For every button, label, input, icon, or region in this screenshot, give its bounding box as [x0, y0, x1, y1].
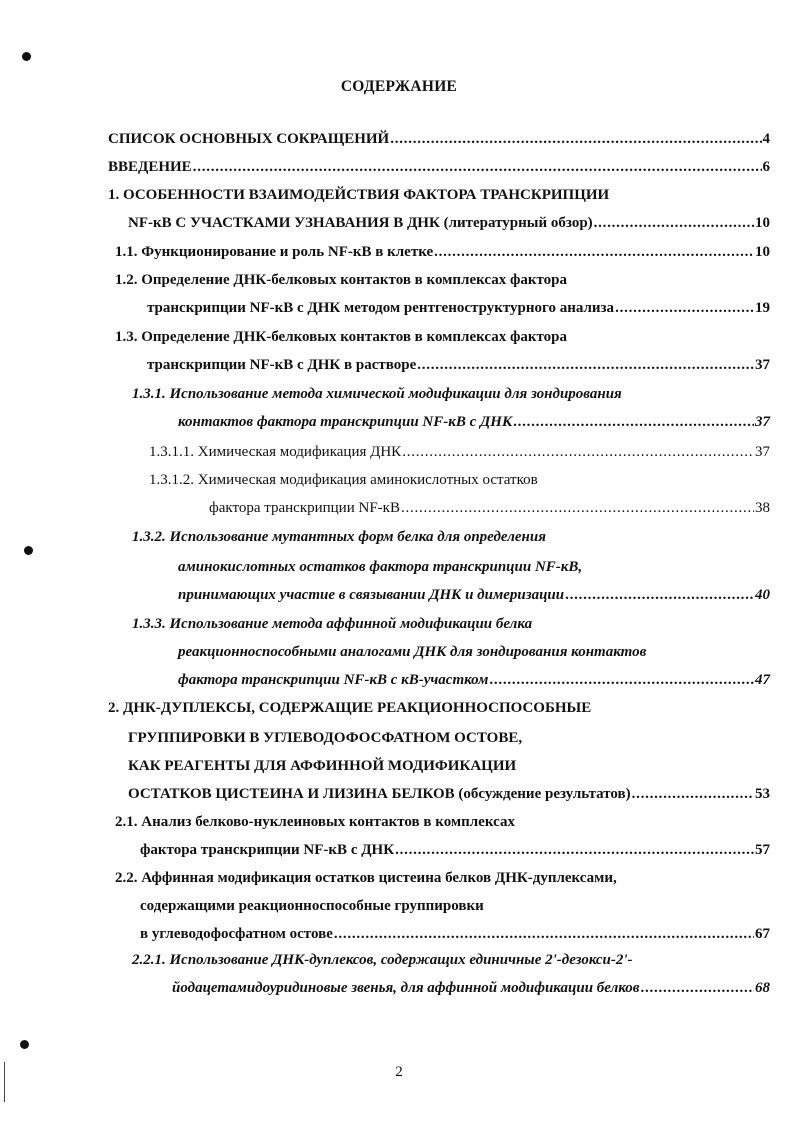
toc-entry — [108, 159, 770, 183]
dot-leader — [402, 444, 754, 461]
toc-page-number: 37 — [755, 444, 770, 460]
toc-entry-text: 1.3.3. Использование метода аффинной модификации белка — [132, 616, 533, 632]
toc-page-number: 38 — [755, 500, 770, 516]
toc-entry-text: 1.3.1.2. Химическая модификация аминокислотных остатков — [149, 472, 538, 488]
dot-leader — [193, 159, 762, 176]
page-number: 2 — [395, 1064, 403, 1080]
toc-entry-text: 1.3. Определение ДНК-белковых контактов в комплексах фактора — [115, 329, 568, 345]
dot-leader — [395, 842, 754, 859]
dot-leader — [334, 926, 754, 943]
toc-entry — [128, 215, 770, 239]
toc-entry — [147, 300, 770, 324]
toc-entry-text: йодацетамидоуридиновые звенья, для аффинной модификации белков — [172, 980, 640, 996]
dot-leader — [417, 357, 754, 374]
toc-entry-text: 2.2. Аффинная модификация остатков цистеина белков ДНК-дуплексами, — [115, 870, 617, 886]
dot-leader — [489, 672, 754, 689]
toc-entry — [115, 870, 770, 894]
toc-entry-text: аминокислотных остатков фактора транскрипции NF-кВ, — [178, 559, 583, 575]
page-title: СОДЕРЖАНИЕ — [340, 78, 458, 95]
toc-entry-text: транскрипции NF-кВ с ДНК в растворе — [147, 357, 417, 373]
toc-page-number: 68 — [755, 980, 770, 996]
dot-leader — [594, 215, 754, 232]
toc-entry — [172, 980, 770, 1004]
toc-entry — [209, 500, 770, 524]
toc-entry — [140, 842, 770, 866]
toc-entry — [140, 898, 770, 922]
toc-entry-text: 1.2. Определение ДНК-белковых контактов в комплексах фактора — [115, 272, 568, 288]
dot-leader — [390, 131, 761, 148]
toc-page-number: 4 — [762, 131, 770, 147]
toc-entry — [178, 587, 770, 611]
toc-entry-text: в углеводофосфатном остове — [140, 926, 333, 942]
toc-entry — [128, 786, 770, 810]
toc-entry — [115, 272, 770, 296]
toc-entry — [132, 952, 770, 976]
toc-entry — [115, 329, 770, 353]
toc-entry-text: СПИСОК ОСНОВНЫХ СОКРАЩЕНИЙ — [108, 131, 390, 147]
toc-entry-text: фактора транскрипции NF-кВ с ДНК — [140, 842, 395, 858]
toc-page-number: 40 — [755, 587, 770, 603]
dot-leader — [434, 244, 754, 261]
toc-entry — [108, 187, 770, 211]
toc-entry — [178, 414, 770, 438]
toc-page-number: 10 — [755, 244, 770, 260]
scan-hole-mark — [20, 1040, 29, 1049]
toc-page-number: 19 — [755, 300, 770, 316]
toc-entry — [178, 644, 770, 668]
toc-entry — [128, 730, 770, 754]
toc-page-number: 47 — [755, 672, 770, 688]
dot-leader — [513, 414, 754, 431]
toc-entry-text: фактора транскрипции NF-кВ с кВ-участком — [178, 672, 489, 688]
toc-entry — [140, 926, 770, 950]
toc-entry — [149, 444, 770, 468]
toc-entry-text: 1.3.1.1. Химическая модификация ДНК — [149, 444, 402, 460]
toc-page-number: 6 — [762, 159, 770, 175]
scan-hole-mark — [24, 546, 33, 555]
toc-page-number: 67 — [755, 926, 770, 942]
toc-page-number: 37 — [755, 357, 770, 373]
toc-entry-text: реакционноспособными аналогами ДНК для зондирования контактов — [178, 644, 647, 660]
toc-entry-text: NF-кВ С УЧАСТКАМИ УЗНАВАНИЯ В ДНК (литературный обзор) — [128, 215, 593, 231]
toc-entry-text: 1.3.2. Использование мутантных форм белка для определения — [132, 529, 546, 545]
dot-leader — [641, 980, 754, 997]
toc-page-number: 37 — [755, 414, 770, 430]
dot-leader — [615, 300, 754, 317]
toc-entry — [128, 758, 770, 782]
toc-entry-text: контактов фактора транскрипции NF-кВ с ДНК — [178, 414, 513, 430]
toc-entry — [108, 700, 770, 724]
toc-entry — [132, 529, 770, 553]
toc-entry — [108, 131, 770, 155]
toc-entry — [178, 559, 770, 583]
toc-entry — [132, 616, 770, 640]
toc-entry-text: содержащими реакционноспособные группировки — [140, 898, 484, 914]
toc-entry — [147, 357, 770, 381]
toc-entry — [149, 472, 770, 496]
toc-entry — [115, 814, 770, 838]
toc-entry-text: 1.3.1. Использование метода химической модификации для зондирования — [132, 386, 622, 402]
toc-entry-text: 1.1. Функционирование и роль NF-кВ в клетке — [115, 244, 434, 260]
dot-leader — [401, 500, 754, 517]
scan-hole-mark — [22, 52, 31, 61]
dot-leader — [565, 587, 754, 604]
toc-entry-text: транскрипции NF-кВ с ДНК методом рентгеноструктурного анализа — [147, 300, 615, 316]
toc-page-number: 57 — [755, 842, 770, 858]
toc-page-number: 10 — [755, 215, 770, 231]
toc-entry — [115, 244, 770, 268]
toc-entry-text: ВВЕДЕНИЕ — [108, 159, 192, 175]
toc-entry-text: ОСТАТКОВ ЦИСТЕИНА И ЛИЗИНА БЕЛКОВ (обсуждение результатов) — [128, 786, 631, 802]
toc-entry-text: принимающих участие в связывании ДНК и димеризации — [178, 587, 565, 603]
toc-entry-text: 2.2.1. Использование ДНК-дуплексов, содержащих единичные 2'-дезокси-2'- — [132, 952, 633, 968]
toc-entry-text: 2. ДНК-ДУПЛЕКСЫ, СОДЕРЖАЩИЕ РЕАКЦИОННОСПОСОБНЫЕ — [108, 700, 592, 716]
toc-page-number: 53 — [755, 786, 770, 802]
toc-entry — [132, 386, 770, 410]
toc-entry — [178, 672, 770, 696]
toc-entry-text: КАК РЕАГЕНТЫ ДЛЯ АФФИННОЙ МОДИФИКАЦИИ — [128, 758, 517, 774]
toc-entry-text: 2.1. Анализ белково-нуклеиновых контактов в комплексах — [115, 814, 515, 830]
dot-leader — [632, 786, 754, 803]
toc-entry-text: 1. ОСОБЕННОСТИ ВЗАИМОДЕЙСТВИЯ ФАКТОРА ТРАНСКРИПЦИИ — [108, 187, 610, 203]
toc-entry-text: ГРУППИРОВКИ В УГЛЕВОДОФОСФАТНОМ ОСТОВЕ, — [128, 730, 523, 746]
toc-entry-text: фактора транскрипции NF-кВ — [209, 500, 400, 516]
